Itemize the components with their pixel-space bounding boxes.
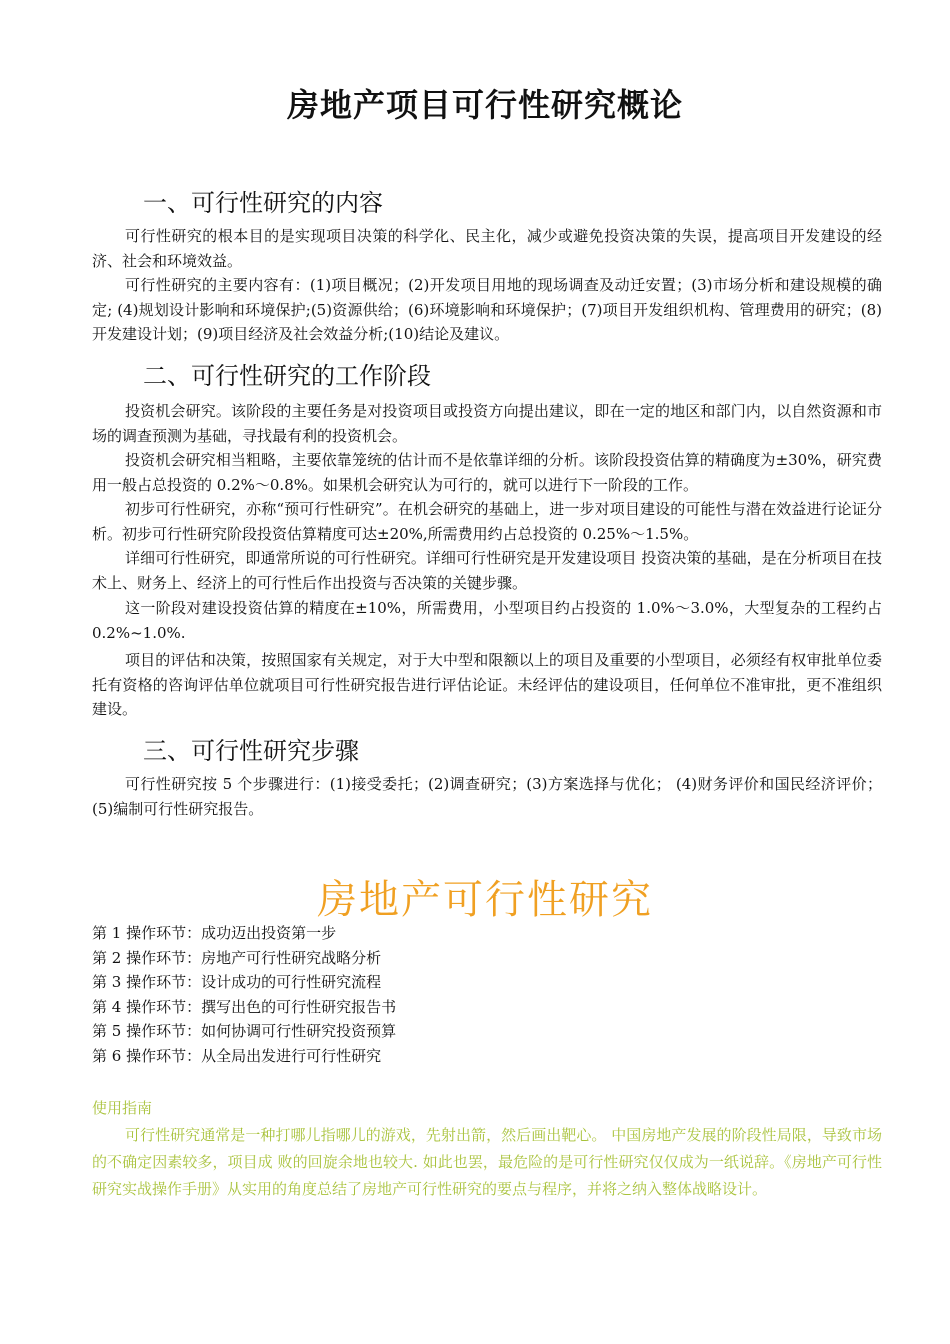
paragraph: 初步可行性研究，亦称“预可行性研究”。在机会研究的基础上，进一步对项目建设的可能性与潜在效益进行论证分析。初步可行性研究阶段投资估算精度可达±20%,所需费用约占总投资的 0.25%～1.5%。 [92, 500, 882, 543]
list-item: 第 2 操作环节：房地产可行性研究战略分析 [92, 948, 382, 967]
list-item: 第 6 操作环节：从全局出发进行可行性研究 [92, 1046, 382, 1065]
guide-paragraph: 可行性研究通常是一种打哪儿指哪儿的游戏，先射出箭，然后画出靶心。 中国房地产发展的阶段性局限，导致市场的不确定因素较多，项目成 败的回旋余地也较大. 如此也罢，最危险的是可行性研究仅仅成为一纸说辞。《房地产可行性研究实战操作手册》从实用的角度总结了房地产可行性研究的要点与程序，并将之纳入整体战略设计。 [92, 1126, 882, 1198]
paragraph: 可行性研究按 5 个步骤进行：(1)接受委托；(2)调查研究；(3)方案选择与优化； (4)财务评价和国民经济评价；(5)编制可行性研究报告。 [92, 775, 882, 818]
paragraph: 可行性研究的主要内容有：(1)项目概况；(2)开发项目用地的现场调查及动迁安置；(3)市场分析和建设规模的确定; (4)规划设计影响和环境保护;(5)资源供给；(6)环境影响和环境保护；(7)项目开发组织机构、管理费用的研究；(8)开发建设计划；(9)项目经济及社会效益分析;(10)结论及建议。 [92, 276, 882, 343]
paragraph: 这一阶段对建设投资估算的精度在±10%，所需费用，小型项目约占投资的 1.0%～3.0%，大型复杂的工程约占 0.2%~1.0%. [92, 599, 882, 642]
steps-list [92, 921, 396, 1068]
paragraph: 投资机会研究相当粗略，主要依靠笼统的估计而不是依靠详细的分析。该阶段投资估算的精确度为±30%，研究费用一般占总投资的 0.2%～0.8%。如果机会研究认为可行的，就可以进行下一阶段的工作。 [92, 451, 882, 494]
list-item: 第 4 操作环节：撰写出色的可行性研究报告书 [92, 997, 397, 1016]
section-heading-stages: 二、可行性研究的工作阶段 [143, 362, 431, 390]
secondary-title: 房地产可行性研究 [317, 877, 653, 923]
paragraph: 详细可行性研究，即通常所说的可行性研究。详细可行性研究是开发建设项目 投资决策的基础，是在分析项目在技术上、财务上、经济上的可行性后作出投资与否决策的关键步骤。 [92, 549, 882, 592]
page-title: 房地产项目可行性研究概论 [286, 86, 683, 124]
list-item: 第 3 操作环节：设计成功的可行性研究流程 [92, 973, 382, 991]
section-heading-content: 一、可行性研究的内容 [143, 189, 383, 217]
list-item: 第 1 操作环节：成功迈出投资第一步 [92, 924, 337, 942]
paragraph: 投资机会研究。该阶段的主要任务是对投资项目或投资方向提出建议，即在一定的地区和部门内，以自然资源和市场的调查预测为基础，寻找最有利的投资机会。 [92, 402, 882, 445]
list-item: 第 5 操作环节：如何协调可行性研究投资预算 [92, 1022, 397, 1040]
paragraph: 项目的评估和决策，按照国家有关规定，对于大中型和限额以上的项目及重要的小型项目，必须经有权审批单位委托有资格的咨询评估单位就项目可行性研究报告进行评估论证。未经评估的建设项目，任何单位不准审批，更不准组织建设。 [92, 651, 882, 718]
paragraph: 可行性研究的根本目的是实现项目决策的科学化、民主化，减少或避免投资决策的失误，提高项目开发建设的经济、社会和环境效益。 [92, 227, 882, 270]
guide-heading: 使用指南 [92, 1099, 153, 1117]
section-heading-steps: 三、可行性研究步骤 [143, 737, 359, 765]
